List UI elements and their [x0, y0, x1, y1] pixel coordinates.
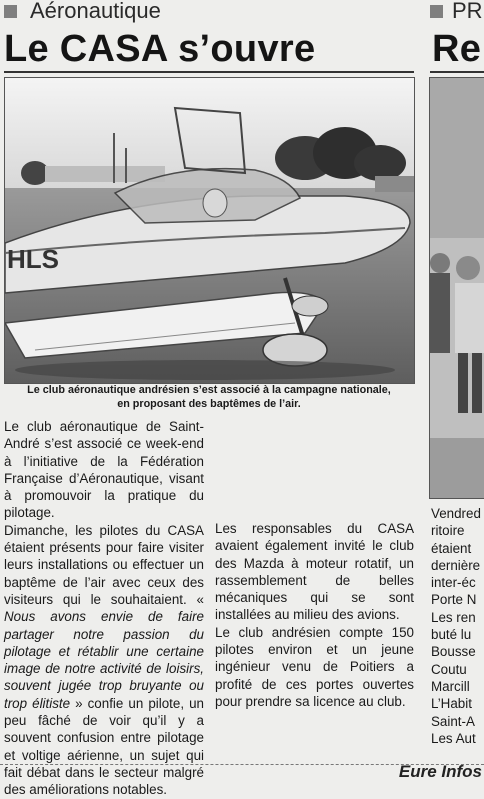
- adjacent-line: Vendred: [431, 506, 481, 521]
- headline-rule-right: [430, 71, 484, 73]
- airplane-illustration: [5, 78, 414, 383]
- adjacent-line: L’Habit: [431, 696, 472, 712]
- adjacent-line: Saint-A: [431, 713, 475, 729]
- article-column-1: [4, 418, 204, 799]
- article-paragraph: Le club aéronautique de Saint-André s’est associé ce week-end à l’initiative de la Fédération Française d’Aéronautique, visant à promouvoir la pratique du pilotage.: [4, 419, 204, 521]
- adjacent-line: inter-éc: [431, 575, 476, 591]
- section-label-right: PR: [452, 0, 483, 23]
- adjacent-headline: Re: [432, 28, 482, 70]
- section-marker-right: [430, 5, 443, 18]
- adjacent-line: Les ren: [431, 609, 476, 625]
- article-column-2: [215, 520, 414, 710]
- adjacent-photo: [429, 77, 484, 499]
- article-paragraph: Le club andrésien compte 150 pilotes environ et un jeune ingénieur venu de Poitiers a profité de ces portes ouvertes pour prendre sa licence au club.: [215, 624, 414, 709]
- adjacent-line: Porte N: [431, 592, 477, 608]
- adjacent-article-text: [431, 505, 484, 747]
- caption-line-1: Le club aéronautique andrésien s’est associé à la campagne nationale,: [27, 384, 391, 396]
- adjacent-line: Les Aut: [431, 730, 476, 746]
- headline-rule: [4, 71, 414, 73]
- caption-line-2: en proposant des baptêmes de l’air.: [117, 397, 301, 410]
- adjacent-line: Marcill: [431, 678, 470, 694]
- plane-marking: HLS: [7, 244, 59, 274]
- adjacent-line: étaient: [431, 540, 472, 556]
- section-marker: [4, 5, 17, 18]
- airplane-photo: [4, 77, 415, 384]
- photo-caption: [4, 384, 414, 411]
- adjacent-line: ritoire: [431, 523, 465, 539]
- adjacent-line: Coutu: [431, 661, 467, 677]
- adjacent-line: Bousse: [431, 644, 476, 660]
- article-paragraph: Les responsables du CASA avaient également invité le club des Mazda à moteur rotatif, un rassemblement de belles mécaniques qui se sont installées au milieu des avions.: [215, 521, 414, 623]
- article-headline: Le CASA s’ouvre: [4, 28, 316, 70]
- section-label: Aéronautique: [30, 0, 161, 23]
- adjacent-line: buté lu: [431, 627, 472, 643]
- article-paragraph-quote: Dimanche, les pilotes du CASA étaient présents pour faire visiter leurs installations ou effectuer un baptême de l’air avec ceux des visiteurs qui le souhaitaient. « Nous avons envie de faire partager notre passion du pilotage et rétablir une certaine image de notre activité de loisirs, souvent jugée trop bruyante ou trop élitiste » confie un pilote, un peu fâché de voir qu’il y a souvent confusion entre pilotage et voltige aérienne, un sujet qui fait débat dans le secteur malgré des améliorations notables.: [4, 522, 204, 798]
- publication-name: Eure Infos: [398, 762, 482, 781]
- adjacent-photo-illustration: [430, 78, 484, 498]
- quote-italic: Nous avons envie de faire partager notre passion du pilotage et rétablir une certaine image de notre activité de loisirs, souvent jugée trop bruyante ou trop élitiste: [4, 609, 204, 711]
- adjacent-line: dernière: [431, 557, 481, 573]
